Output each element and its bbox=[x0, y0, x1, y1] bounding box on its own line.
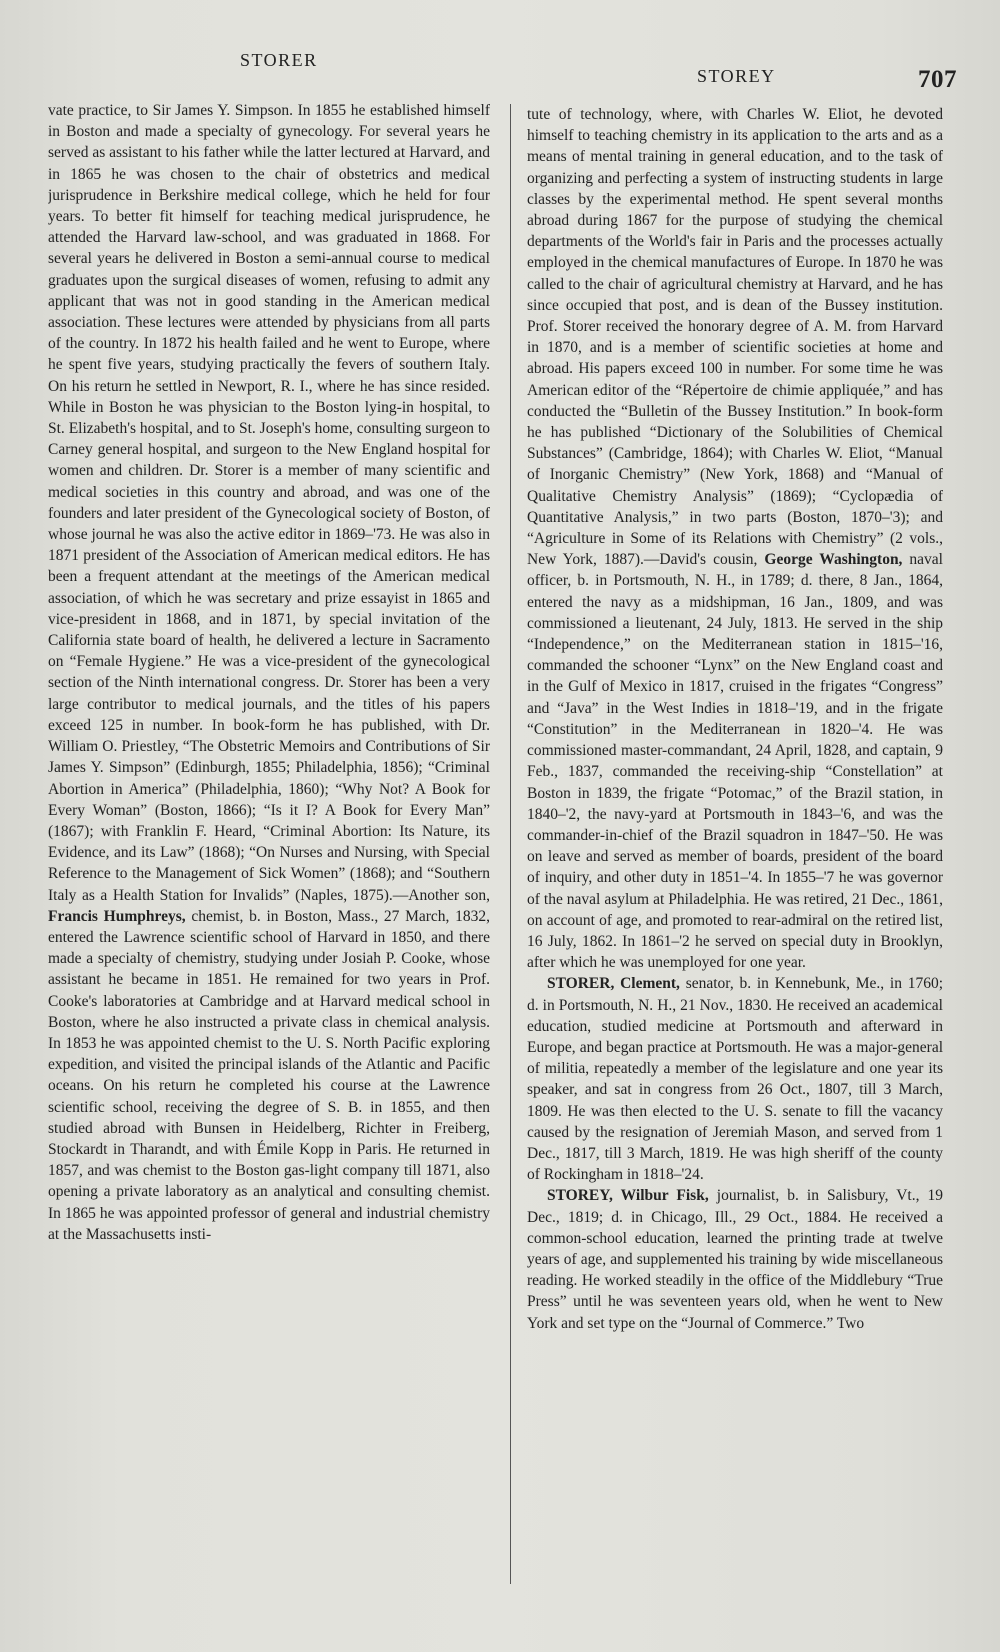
left-column bbox=[48, 100, 490, 1640]
article-paragraph bbox=[527, 104, 943, 973]
page-number: 707 bbox=[918, 66, 957, 93]
article-paragraph bbox=[48, 100, 490, 1245]
right-column bbox=[527, 104, 943, 1644]
body-text: vate practice, to Sir James Y. Simpson. In 1855 he established himself in Boston and made a specialty of gynecology. For several years he served as assistant to his father while the latter lectured at Harvard, and in 1865 he was chosen to the chair of obstetrics and medical jurisprudence in Berkshire medical college, which he held for four years. To better fit himself for teaching medical jurisprudence, he attended the Harvard law-school, and was graduated in 1868. For several years he delivered in Boston a semi-annual course to medical graduates upon the surgical diseases of women, refusing to admit any applicant that was not in good standing in the American medical association. These lectures were attended by physicians from all parts of the country. In 1872 his health failed and he went to Europe, where he spent five years, studying practically the fevers of southern Italy. On his return he settled in Newport, R. I., where he has since resided. While in Boston he was physician to the Boston lying-in hospital, to St. Elizabeth's hospital, and to St. Joseph's home, consulting surgeon to Carney general hospital, and surgeon to the New England hospital for women and children. Dr. Storer is a member of many scientific and medical societies in this country and abroad, and was one of the founders and later president of the Gynecological society of Boston, of whose journal he was also the active editor in 1869–'73. He was also in 1871 president of the Association of American medical editors. He has been a frequent attendant at the meetings of the American medical association, of which he was secretary and prize essayist in 1865 and vice-president in 1868, and in 1871, by special invitation of the California state board of health, he delivered a lecture in Sacramento on “Female Hygiene.” He was a vice-president of the gynecological section of the Ninth international congress. Dr. Storer has been a very large contributor to medical journals, and the titles of his papers exceed 125 in number. In book-form he has published, with Dr. William O. Priestley, “The Obstetric Memoirs and Contributions of Sir James Y. Simpson” (Edinburgh, 1855; Philadelphia, 1856); “Criminal Abortion in America” (Philadelphia, 1860); “Why Not? A Book for Every Woman” (Boston, 1866); “Is it I? A Book for Every Man” (1867); with Franklin F. Heard, “Criminal Abortion: Its Nature, its Evidence, and its Law” (1868); “On Nurses and Nursing, with Special Reference to the Management of Sick Women” (1868); and “Southern Italy as a Health Station for Invalids” (Naples, 1875).—Another son, bbox=[48, 102, 490, 904]
column-divider bbox=[510, 104, 511, 1584]
body-text: journalist, b. in Salisbury, Vt., 19 Dec., 1819; d. in Chicago, Ill., 29 Oct., 1884. He received a common-school education, learned the printing trade at twelve years of age, and supplemented his training by wide miscellaneous reading. He worked steadily in the office of the Middlebury “True Press” until he was seventeen years old, when he went to New York and set type on the “Journal of Commerce.” Two bbox=[527, 1187, 943, 1332]
running-head-left: STORER bbox=[240, 50, 318, 70]
entry-name: Francis Humphreys, bbox=[48, 907, 186, 925]
entry-heading: STORER, Clement, bbox=[547, 975, 680, 993]
body-text: senator, b. in Kennebunk, Me., in 1760; d. in Portsmouth, N. H., 21 Nov., 1830. He received an academical education, studied medicine at Portsmouth and afterward in Europe, and began practice at Portsmouth. He was a major-general of militia, repeatedly a member of the legislature and one year its speaker, and sat in congress from 26 Oct., 1807, till 3 March, 1809. He was then elected to the U. S. senate to fill the vacancy caused by the resignation of Jeremiah Mason, and served from 1 Dec., 1817, till 3 March, 1819. He was high sheriff of the county of Rockingham in 1818–'24. bbox=[527, 975, 943, 1184]
body-text: tute of technology, where, with Charles W. Eliot, he devoted himself to teaching chemistry in its application to the arts and as a means of mental training in general education, and to the task of organizing and perfecting a system of instructing students in large classes by the experimental method. He spent several months abroad during 1867 for the purpose of studying the chemical departments of the World's fair in Paris and the processes actually employed in the chemical manufactures of Europe. In 1870 he was called to the chair of agricultural chemistry at Harvard, and he has since occupied that post, and is dean of the Bussey institution. Prof. Storer received the honorary degree of A. M. from Harvard in 1870, and is a member of scientific societies at home and abroad. His papers exceed 100 in number. For some time he was American editor of the “Répertoire de chimie appliquée,” and has conducted the “Bulletin of the Bussey Institution.” In book-form he has published “Dictionary of the Solubilities of Chemical Substances” (Cambridge, 1864); with Charles W. Eliot, “Manual of Inorganic Chemistry” (New York, 1868) and “Manual of Qualitative Chemistry Analysis” (1869); “Cyclopædia of Quantitative Analysis,” in two parts (Boston, 1870–'3); and “Agriculture in Some of its Relations with Chemistry” (2 vols., New York, 1887).—David's cousin, bbox=[527, 106, 943, 569]
body-text: naval officer, b. in Portsmouth, N. H., in 1789; d. there, 8 Jan., 1864, entered the navy as a midshipman, 16 Jan., 1809, and was commissioned a lieutenant, 24 July, 1813. He served in the ship “Independence,” on the Mediterranean station in 1815–'16, commanded the schooner “Lynx” on the New England coast and in the Gulf of Mexico in 1817, cruised in the frigates “Congress” and “Java” in the West Indies in 1818–'19, and in the frigate “Constitution” in the Mediterranean in 1820–'4. He was commissioned master-commandant, 24 April, 1828, and captain, 9 Feb., 1837, commanded the receiving-ship “Constellation” at Boston in 1839, the frigate “Potomac,” of the Brazil station, in 1840–'2, the navy-yard at Portsmouth in 1843–'6, and was the commander-in-chief of the Brazil squadron in 1847–'50. He was on leave and served as member of boards, president of the board of inquiry, and other duty in 1851–'4. In 1855–'7 he was governor of the naval asylum at Philadelphia. He was retired, 21 Dec., 1861, on account of age, and promoted to rear-admiral on the retired list, 16 July, 1862. In 1861–'2 he served on special duty in Brooklyn, after which he was unemployed for one year. bbox=[527, 551, 943, 972]
running-head-right: STOREY bbox=[697, 66, 776, 86]
entry-name: George Washington, bbox=[764, 551, 903, 569]
body-text: chemist, b. in Boston, Mass., 27 March, 1832, entered the Lawrence scientific school of Harvard in 1850, and there made a specialty of chemistry, studying under Josiah P. Cooke, whose assistant he became in 1851. He remained for two years in Prof. Cooke's laboratories at Cambridge and at Harvard medical school in Boston, where he also instructed a private class in chemical analysis. In 1853 he was appointed chemist to the U. S. North Pacific exploring expedition, and visited the principal islands of the Atlantic and Pacific oceans. On his return he completed his course at the Lawrence scientific school, receiving the degree of S. B. in 1855, and then studied abroad with Bunsen in Heidelberg, Richter in Freiberg, Stockardt in Tharandt, and with Émile Kopp in Paris. He returned in 1857, and was chemist to the Boston gas-light company till 1871, also opening a private laboratory as an analytical and consulting chemist. In 1865 he was appointed professor of general and industrial chemistry at the Massachusetts insti- bbox=[48, 907, 490, 1243]
article-paragraph bbox=[527, 973, 943, 1185]
entry-heading: STOREY, Wilbur Fisk, bbox=[547, 1187, 709, 1205]
article-paragraph bbox=[527, 1185, 943, 1333]
